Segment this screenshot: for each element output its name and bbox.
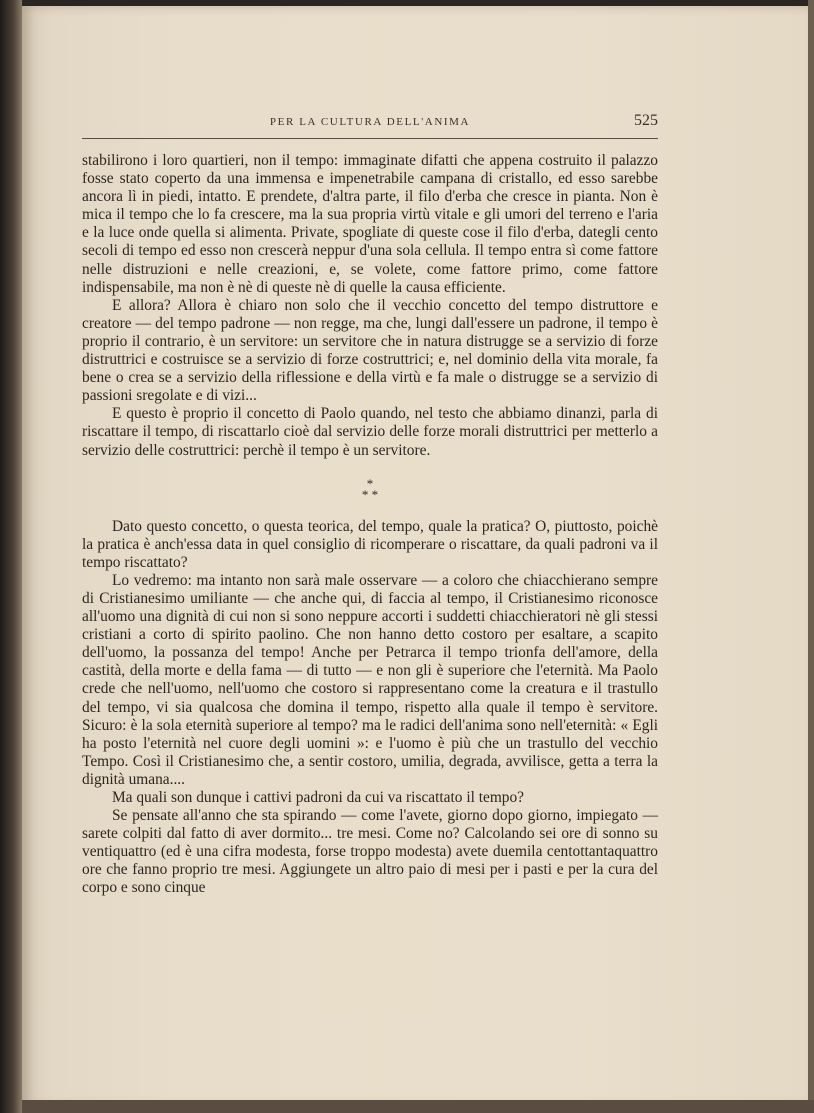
paragraph: Se pensate all'anno che sta spirando — come l'avete, giorno dopo giorno, impiegato — sarete colpiti dal fatto di aver dormito... tre mesi. Come no? Calcolando sei ore di sonno su ventiquattro (ed è una cifra modesta, forse troppo modesta) avete duemila centottantaquattro ore che fanno proprio tre mesi. Aggiungete un altro paio di mesi per i pasti e per la cura del corpo e sono cinque — [82, 807, 658, 897]
body-text — [82, 152, 658, 898]
paragraph: Lo vedremo: ma intanto non sarà male osservare — a coloro che chiacchierano sempre di Cristianesimo umiliante — che anche qui, di faccia al tempo, il Cristianesimo riconosce all'uomo una dignità di cui non si sono neppure accorti i suddetti chiacchieratori nè gli stessi cristiani a corto di spirito paolino. Che non hanno detto costoro per esaltare, a scapito dell'uomo, la possanza del tempo! Anche per Petrarca il tempo trionfa dell'amore, della castità, della morte e della fama — di tutto — e non gli è superiore che l'eternità. Ma Paolo crede che nell'uomo, nell'uomo che costoro si rappresentano come la creatura e il trastullo del tempo, vi sia qualcosa che domina il tempo, rispetto alla quale il tempo è servitore. Sicuro: è la sola eternità superiore al tempo? ma le radici dell'anima sono nell'eternità: « Egli ha posto l'eternità nel cuore degli uomini »: e l'uomo è più che un trastullo del vecchio Tempo. Così il Cristianesimo che, a sentir costoro, umilia, degrada, avvilisce, getta a terra la dignità umana.... — [82, 571, 658, 788]
running-head: PER LA CULTURA DELL'ANIMA — [269, 116, 471, 128]
asterism-top: * — [366, 475, 374, 491]
header-rule — [82, 138, 658, 139]
book-gutter — [0, 0, 22, 1113]
page-bottom-edge — [22, 1100, 814, 1113]
paragraph: Dato questo concetto, o questa teorica, del tempo, quale la pratica? O, piuttosto, poichè la pratica è anch'essa data in quel consiglio di ricomperare o riscattare, da quali padroni va il tempo riscattato? — [82, 517, 658, 571]
page-number: 525 — [634, 112, 658, 129]
paragraph: Ma quali son dunque i cattivi padroni da cui va riscattato il tempo? — [112, 789, 525, 806]
asterism-bottom: * * — [361, 486, 379, 502]
paragraph: E questo è proprio il concetto di Paolo quando, nel testo che abbiamo dinanzi, parla di riscattare il tempo, di riscattarlo cioè dal servizio delle forze morali distruttrici per metterlo a servizio delle costruttrici: perchè il tempo è un servitore. — [82, 405, 658, 459]
paragraph: E allora? Allora è chiaro non solo che il vecchio concetto del tempo distruttore e creatore — del tempo padrone — non regge, ma che, lungi dall'essere un padrone, il tempo è proprio il contrario, è un servitore: un servitore che in natura distrugge se a servizio di forze distruttrici e costruisce se a servizio di forze costruttrici; e, nel dominio della vita morale, fa bene o crea se a servizio della riflessione e della virtù e fa male o distrugge se a servizio di passioni sregolate e di vizi... — [82, 296, 658, 405]
page-right-edge — [808, 0, 814, 1113]
paragraph: stabilirono i loro quartieri, non il tempo: immaginate difatti che appena costruito il palazzo fosse stato coperto da una immensa e impenetrabile campana di cristallo, ed esso sarebbe ancora lì in piedi, intatto. E prendete, d'altra parte, il filo d'erba che cresce in pianta. Non è mica il tempo che lo fa crescere, ma la sua propria virtù vitale e gli umori del terreno e l'aria e la luce onde quella si alimenta. Private, spogliate di queste cose il filo d'erba, dategli cento secoli di tempo ed esso non crescerà neppur d'una sola cellula. Il tempo entra sì come fattore nelle distruzioni e nelle creazioni, e, se volete, come fattore primo, come fattore indispensabile, ma non è nè di queste nè di quelle la causa efficiente. — [82, 152, 658, 296]
section-break-asterism — [82, 475, 658, 502]
page-header — [82, 112, 658, 136]
